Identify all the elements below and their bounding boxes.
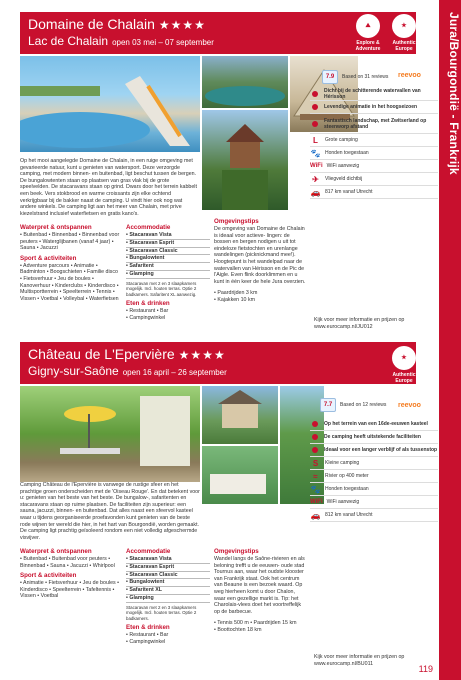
feature-item: S Kleine camping (310, 457, 438, 470)
opening-period: open 03 mei – 07 september (112, 38, 214, 47)
campsite-location: Gigny-sur-Saône (28, 364, 119, 378)
feature-item: L Grote camping (310, 134, 438, 147)
star-rating: ★★★★ (178, 348, 226, 362)
pool-photo (20, 56, 200, 152)
accommodation-item: • Bungalowtent (126, 579, 210, 587)
water-list: • Buitenbad • Buitenbad voor peuters • Binnenbad • Sauna • Jacuzzi • Whirlpool (20, 556, 115, 569)
sport-heading: Sport & activiteiten (20, 572, 77, 580)
eat-heading: Eten & drinken (126, 624, 170, 631)
feature-item: Op het terrein van een 16de-eeuwen kasteel (310, 418, 438, 431)
bullet-icon (312, 121, 318, 127)
accommodation-item: • Stacaravan Classic (126, 248, 210, 256)
terrace-photo (20, 386, 200, 482)
bullet-icon (312, 104, 318, 110)
eat-item: • Campingwinkel (126, 314, 166, 321)
opening-period: open 16 april – 26 september (122, 368, 227, 377)
review-score: 7.7 (320, 398, 336, 412)
accommodation-item: • Stacaravan Classic (126, 572, 210, 580)
campsite-description: Camping Château de l'Epervière is vanwege de rustige sfeer en het prachtige groen onderscheiden met de 'Oiseau Rouge'. En dat betekent voor u: genieten van het beste van het beste. De bungalow-, safaritenten en stacaravans staan op ruime plaatsen. De faciliteiten zijn superieur: een sauna, jacuzzi, binnen- en buitenbad. Dat alles naast een sfeervol kasteel waar u tijdens georganiseerde proefavonden kunt genieten van de beste rode wijnen ter wereld die hier, in het hart van Bourgondië, worden gemaakt. De camping ligt prachtig geïsoleerd rondom een niet volledig afgeschermde visvijver. (20, 482, 200, 541)
surroundings-column (214, 548, 306, 634)
car-icon: 🚗 (310, 510, 321, 520)
explore-adventure-icon: ⛰ (356, 14, 380, 38)
sport-heading: Sport & activiteiten (20, 254, 77, 262)
water-list: • Buitenbad • Binnenbad • Binnenbad voor peuters • Waterglijbanen (vanaf 4 jaar) • Sauna • Jacuzzi (20, 232, 120, 252)
accommodation-item: • Safaritent (126, 263, 210, 271)
campsite-section-chalain (20, 12, 438, 332)
campsite-title: Domaine de Chalain (28, 16, 155, 32)
accommodation-item: • Glamping (126, 271, 210, 279)
campsite-title: Château de L'Epervière (28, 346, 175, 362)
mobilehome-photo (202, 446, 278, 504)
review-count: Based on 31 reviews (342, 74, 389, 80)
dog-paw-icon: 🐾 (310, 148, 321, 158)
tips-text: De omgeving van Domaine de Chalain is ideaal voor actieve- lingen: de bossen en bergen nodigen u uit tot eindeloze fietstochten en urenlange wandelingen (picknickmand mee!). Hoogtepunt is het wandelpad naar de watervallen van Hérisson en de Pic de l'Aigle. Even flink doorklimmen en u kunt in één keer de hele Jura overzien. (214, 226, 306, 285)
sport-list: • Adventure parcours • Animatie • Badminton • Boogschieten • Familie disco • Fietsverhuur • Jeu de boules • Kanoverhuur • Kinderclubs • Kinderdisco • Multisportterrein • Speelterrein • Tennis • Vissen • Voetbal • Volleybal • Waterfietsen (20, 262, 119, 302)
campsite-header (20, 342, 416, 384)
accommodation-column (126, 548, 210, 645)
large-camping-icon: L (313, 135, 318, 145)
feature-item: WiFi WiFi aanwezig (310, 496, 438, 509)
review-box (322, 70, 388, 84)
region-sidebar (439, 0, 461, 680)
tips-text: Wandel langs de Saône-rivieren en als beloning trefft u de eeuwen- oude stad Tournus aan, waar het oudste klooster van Frankrijk staat. Ook het centrum van Beaune is een bezoek waard. Op weg hierheen komt u door Chalon, waar een gezellige markt is. Tip: het Charolais-vlees doet het voortreffelijk op de barbecue. (214, 556, 305, 615)
badge-label: Explore & Adventure (355, 40, 381, 52)
small-camping-icon: S (312, 458, 319, 468)
feature-item: De camping heeft uitstekende faciliteiten (310, 431, 438, 444)
feature-item: 🚗 812 km vanaf Utrecht (310, 509, 438, 522)
more-info-link[interactable]: Kijk voor meer informatie en prijzen op www.eurocamp.nl/JU012 (314, 317, 405, 330)
feature-item: Dicht bij de schitterende watervallen van Hérisson (310, 88, 438, 101)
treehouse-photo (202, 110, 288, 210)
feature-item: 🐾 Honden toegestaan (310, 483, 438, 496)
page-number: 119 (418, 664, 433, 674)
accommodation-note: Stacaravan met 2 en 3 slaapkamers mogelijk. Incl. houten terras. Optie 2 badkamers. (126, 604, 197, 621)
plane-icon: ✈ (312, 174, 319, 184)
bullet-icon (312, 434, 318, 440)
feature-list (310, 418, 438, 522)
bullet-icon (312, 91, 318, 97)
eat-item: • Restaurant • Bar (126, 308, 169, 314)
feature-item: ≈ Rivier op 400 meter (310, 470, 438, 483)
review-box (320, 398, 386, 412)
feature-item: Fantastisch landschap, met Zwitserland op steenworp afstand (310, 114, 438, 134)
eat-item: • Campingwinkel (126, 638, 166, 645)
eat-heading: Eten & drinken (126, 300, 170, 307)
lake-photo (202, 56, 288, 108)
wifi-icon: WiFi (310, 498, 323, 505)
accommodation-item: • Stacaravan Vista (126, 556, 210, 564)
distance-item: • Paardrijden 3 km (214, 290, 258, 297)
badge-label: Authentic Europe (392, 40, 416, 52)
more-info-link[interactable]: Kijk voor meer informatie en prijzen op www.eurocamp.nl/BU011 (314, 654, 405, 667)
distance-item: • Kajakken 10 km (214, 296, 256, 303)
campsite-location: Lac de Chalain (28, 34, 109, 48)
tips-heading: Omgevingstips (214, 548, 259, 555)
accommodation-heading: Accommodatie (126, 548, 171, 555)
tips-heading: Omgevingstips (214, 218, 259, 225)
facilities-column (20, 548, 120, 600)
water-heading: Waterpret & ontspannen (20, 548, 92, 555)
accommodation-item: • Bungalowtent (126, 255, 210, 263)
eat-item: • Restaurant • Bar (126, 632, 169, 638)
chateau-photo (202, 386, 278, 444)
feature-item: Ideaal voor een langer verblijf of als tussenstop (310, 444, 438, 457)
accommodation-item: • Stacaravan Esprit (126, 240, 210, 248)
reevoo-logo: reevoo (398, 402, 421, 409)
accommodation-item: • Stacaravan Esprit (126, 564, 210, 572)
accommodation-item: • Glamping (126, 595, 210, 603)
campsite-description: Op het mooi aangelegde Domaine de Chalain, in een ruige omgeving met gevarieerde natuur, kunt u genieten van watersport. Deze verzorgde camping, met modern binnen- en buitenbad, ligt beschut tussen de bergen. De bungalowtenten staan op plaatsen van gras vlak bij de grote speelvelden. De stacaravans staan op grind. Dwars door het terrein kabbelt een beek. Vers stokbrood en warme croissants zijn elke ochtend verkrijgbaar bij de bakker naast de camping. U vindt hier ook nog wat andere winkels. De camping ligt aan het meer van Chalain, met prive kiezelstrand inclusief waterfietsen en gratis kano's. (20, 158, 197, 217)
dog-paw-icon: 🐾 (310, 484, 321, 494)
badge-label: Authentic Europe (392, 372, 416, 384)
water-icon: ≈ (313, 471, 318, 481)
accommodation-item: • Safaritent XL (126, 587, 210, 595)
accommodation-note: Stacaravan met 2 en 3 slaapkamers mogelijk. Incl. houten terras. Optie 2 badkamers. Safaritent XL aanwezig. (126, 280, 197, 297)
feature-item: WiFi WiFi aanwezig (310, 160, 438, 173)
bullet-icon (312, 421, 318, 427)
wifi-icon: WiFi (310, 162, 323, 169)
campsite-section-eperviere (20, 342, 438, 672)
star-rating: ★★★★ (158, 18, 206, 32)
feature-item: ✈ Vliegveld dichtbij (310, 173, 438, 186)
car-icon: 🚗 (310, 187, 321, 197)
water-heading: Waterpret & ontspannen (20, 224, 92, 231)
feature-item: Levendige animatie in het hoogseizoen (310, 101, 438, 114)
bullet-icon (312, 447, 318, 453)
surroundings-column (214, 218, 306, 304)
region-label: Jura/Bourgondië - Frankrijk (447, 12, 461, 175)
review-count: Based on 12 reviews (340, 402, 387, 408)
reevoo-logo: reevoo (398, 72, 421, 79)
feature-item: 🐾 Honden toegestaan (310, 147, 438, 160)
authentic-europe-icon: ★ (392, 14, 416, 38)
accommodation-column (126, 224, 210, 321)
accommodation-item: • Stacaravan Vista (126, 232, 210, 240)
feature-list (310, 88, 438, 199)
sport-list: • Animatie • Fietsverhuur • Jeu de boules • Kinderdisco • Speelterrein • Tafeltennis • Vissen • Voetbal (20, 580, 119, 600)
review-score: 7.9 (322, 70, 338, 84)
accommodation-heading: Accommodatie (126, 224, 171, 231)
feature-item: 🚗 817 km vanaf Utrecht (310, 186, 438, 199)
distance-item: • Boottochten 18 km (214, 626, 262, 633)
distance-item: • Tennis 500 m • Paardrijden 15 km (214, 620, 297, 627)
facilities-column (20, 224, 120, 302)
authentic-europe-icon: ★ (392, 346, 416, 370)
